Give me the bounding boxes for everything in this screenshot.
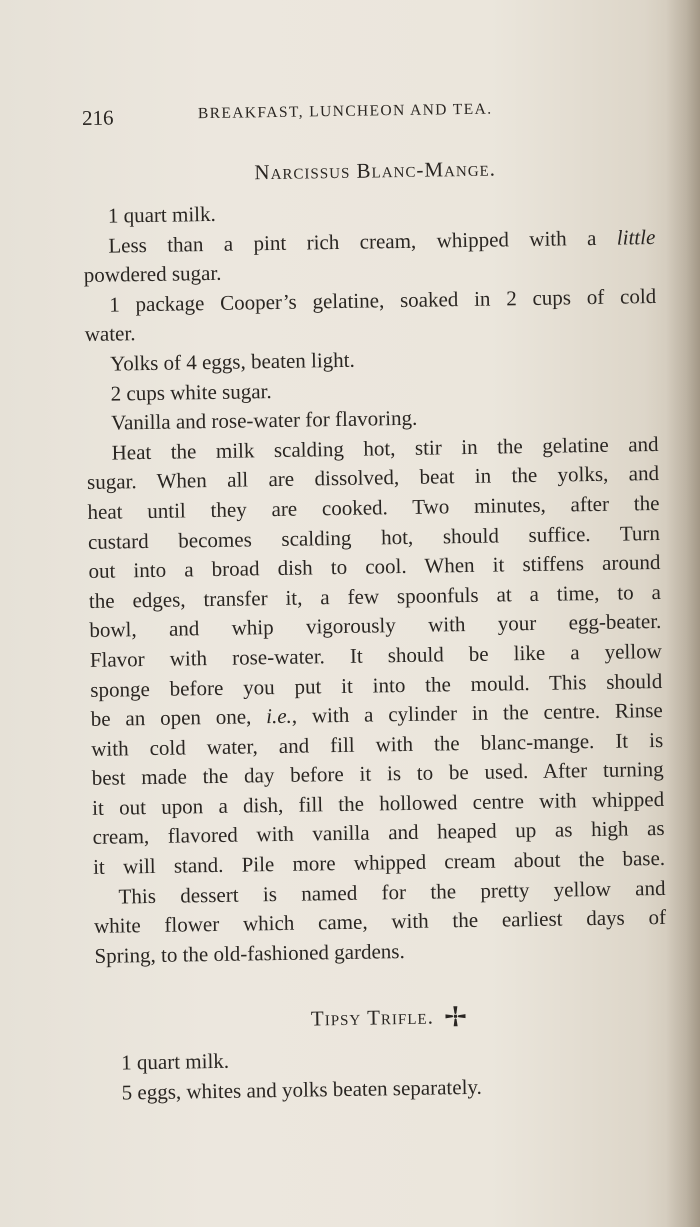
paragraph-line: Heat the milk scalding hot, stir in the gelatine and xyxy=(111,431,659,465)
paragraph-line: sugar. When all are dissolved, beat in the yolks, and xyxy=(86,461,660,495)
paragraph-line: the edges, transfer it, a few spoonfuls at a time, to a xyxy=(88,579,662,613)
page-edge-shadow xyxy=(666,0,700,1227)
page-number: 216 xyxy=(81,105,114,130)
running-title: BREAKFAST, LUNCHEON AND TEA. xyxy=(197,100,493,123)
paragraph-line: it will stand. Pile more whipped cream about the base. xyxy=(92,845,666,879)
paragraph-line: bowl, and whip vigorously with your egg-beater. xyxy=(89,609,662,643)
paragraph-line: best made the day before it is to be used. After turning xyxy=(91,757,664,791)
maltese-cross-icon xyxy=(444,1006,466,1028)
ingredient-line: Vanilla and rose-water for flavoring. xyxy=(110,405,418,435)
ingredient-line: 2 cups white sugar. xyxy=(110,378,272,406)
paragraph-line: be an open one, i.e., with a cylinder in the centre. Rinse xyxy=(90,698,663,732)
ingredient-line: 1 package Cooper’s gelatine, soaked in 2 cups of cold xyxy=(109,283,657,317)
paragraph-line: out into a broad dish to cool. When it stiffens around xyxy=(88,550,661,584)
ingredient-line: 5 eggs, whites and yolks beaten separately. xyxy=(121,1074,482,1105)
recipe-title-narcissus-blanc-mange: Narcissus Blanc-Mange. xyxy=(254,156,497,185)
text-block xyxy=(82,151,669,1108)
ingredient-line: powdered sugar. xyxy=(83,261,222,288)
ingredient-line: 1 quart milk. xyxy=(107,201,216,228)
paragraph-line: This dessert is named for the pretty yellow and xyxy=(118,875,666,909)
ingredient-line: 1 quart milk. xyxy=(120,1049,230,1075)
paragraph-line: with cold water, and fill with the blanc-mange. It is xyxy=(91,727,664,761)
ingredient-line: Less than a pint rich cream, whipped with a little xyxy=(108,224,656,258)
ingredient-line: water. xyxy=(84,321,136,347)
paragraph-line: sponge before you put it into the mould. This should xyxy=(90,668,663,702)
paragraph-line: Flavor with rose-water. It should be like a yellow xyxy=(89,638,662,672)
paragraph-line: it out upon a dish, fill the hollowed centre with whipped xyxy=(91,786,665,820)
running-head xyxy=(82,99,552,132)
recipe-title-text: Tipsy Trifle. xyxy=(310,1005,435,1031)
paragraph-line: white flower which came, with the earliest days of xyxy=(93,905,667,939)
paragraph-line: heat until they are cooked. Two minutes, after the xyxy=(87,490,660,524)
paragraph-line: cream, flavored with vanilla and heaped up as high as xyxy=(92,816,665,850)
ingredient-line: Yolks of 4 eggs, beaten light. xyxy=(110,347,355,376)
paragraph-line: Spring, to the old-fashioned gardens. xyxy=(94,938,405,968)
paragraph-line: custard becomes scalding hot, should suffice. Turn xyxy=(87,520,661,554)
